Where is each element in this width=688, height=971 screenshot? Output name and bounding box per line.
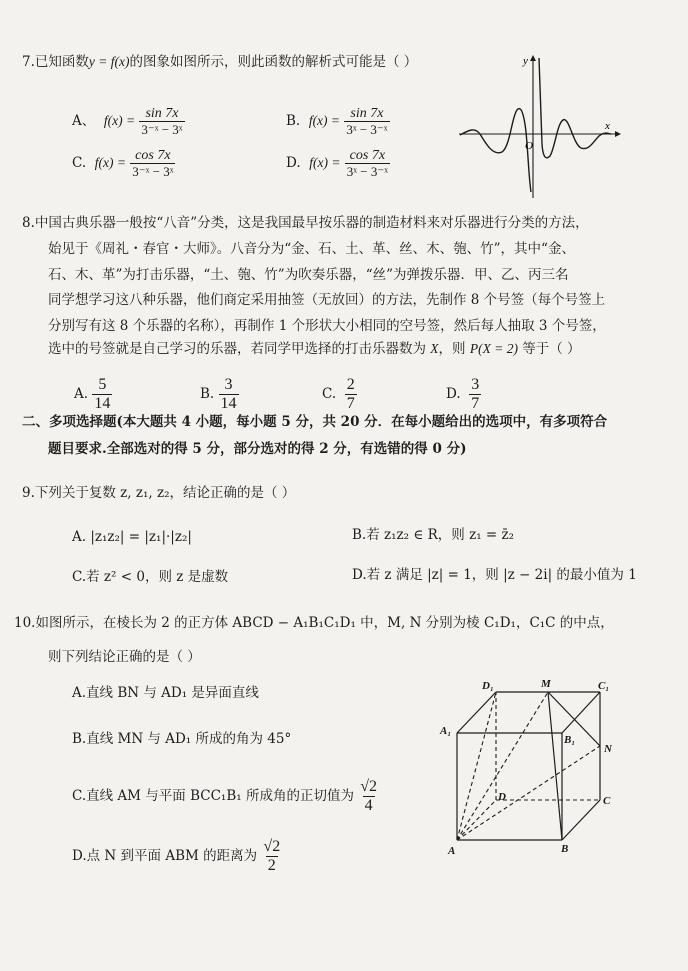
section-2-heading-line-2: 题目要求.全部选对的得 5 分，部分选对的得 2 分，有选错的得 0 分) (48, 441, 467, 457)
segment-a-n (457, 746, 600, 840)
q7-option-a: A、 f(x) = $\frac{\sin 7x}{\text{3⁻ˣ − 3ˣ}}$ (72, 106, 183, 137)
q8-option-c: C. $\frac{2}{7}$ (322, 376, 355, 412)
q7-stem (22, 53, 417, 71)
q10-cube-figure (430, 676, 630, 861)
y-axis-arrow (530, 55, 536, 61)
function-curve (460, 58, 611, 192)
q8-option-d: D. $\frac{3}{7}$ (446, 376, 480, 412)
vertex-label-d1: D₁ (482, 680, 494, 692)
q10-stem-line-1: 10.如图所示，在棱长为 2 的正方体 ABCD − A₁B₁C₁D₁ 中，M, N 分别为棱 C₁D₁，C₁C 的中点， (14, 615, 614, 631)
vertex-label-a: A (448, 845, 456, 857)
q7-option-c: C. f(x) = $\frac{\cos 7x}{\text{3⁻ˣ − 3ˣ}}$ (72, 148, 174, 179)
q7-option-d: D. f(x) = $\frac{\cos 7x}{\text{3ˣ − 3⁻ˣ}}$ (286, 148, 388, 179)
q10-stem-line-2: 则下列结论正确的是（ ） (48, 649, 201, 665)
q8-option-b: B. $\frac{3}{14}$ (200, 376, 237, 412)
q10-option-b: B.直线 MN 与 AD₁ 所成的角为 45° (72, 731, 292, 747)
x-axis-arrow (615, 131, 621, 137)
q8-line-4: 同学想学习这八种乐器，他们商定采用抽签（无放回）的方法，先制作 8 个号签（每个号签上 (48, 292, 606, 308)
edge-a1-d1 (457, 692, 496, 733)
q8-option-a: A. $\frac{5}{14}$ (74, 376, 111, 412)
q7-stem-func: y = f(x) (88, 54, 130, 69)
q10-option-d: D.点 N 到平面 ABM 的距离为 $\frac{√2}{2}$ (72, 838, 281, 874)
vertex-label-c1: C₁ (598, 680, 610, 692)
q10-option-c: C.直线 AM 与平面 BCC₁B₁ 所成角的正切值为 $\frac{√2}{4}$ (72, 778, 378, 814)
origin-label: O (525, 140, 533, 152)
q7-stem-prefix: 7.已知函数 (22, 54, 89, 70)
segment-a-m (457, 692, 548, 840)
vertex-label-c: C (603, 795, 611, 807)
vertex-label-a1: A₁ (440, 725, 452, 737)
q9-stem: 9.下列关于复数 z, z₁, z₂，结论正确的是（ ） (22, 485, 296, 501)
section-2-heading-line-1: 二、多项选择题(本大题共 4 小题，每小题 5 分，共 20 分．在每小题给出的选项中，有多项符合 (22, 414, 608, 430)
vertex-label-d: D (498, 791, 506, 803)
q7-function-graph (455, 52, 625, 202)
q8-line-6: 选中的号签就是自己学习的乐器，若同学甲选择的打击乐器数为 X，则 P(X = 2) 等于（ ） (48, 341, 581, 357)
q9-option-a: A. |z₁z₂| = |z₁|·|z₂| (72, 529, 192, 545)
hidden-edge-a-d (457, 800, 496, 840)
q9-option-b: B.若 z₁z₂ ∈ R，则 z₁ = z̄₂ (352, 527, 515, 543)
q7-stem-suffix: 的图象如图所示，则此函数的解析式可能是（ ） (129, 54, 418, 70)
q7-option-b: B. f(x) = $\frac{\sin 7x}{\text{3ˣ − 3⁻ˣ}}$ (286, 106, 388, 137)
y-axis-label: y (523, 55, 528, 67)
vertex-label-b1: B₁ (564, 734, 576, 746)
q8-line-2: 始见于《周礼・春官・大师》。八音分为“金、石、土、革、丝、木、匏、竹”，其中“金、 (48, 241, 575, 257)
segment-m-b (548, 692, 562, 840)
x-axis-label: x (605, 120, 610, 132)
q10-option-a: A.直线 BN 与 AD₁ 是异面直线 (72, 685, 259, 701)
vertex-label-m: M (541, 678, 551, 690)
q8-line-5: 分别写有这 8 个乐器的名称），再制作 1 个形状大小相同的空号签，然后每人抽取 3 个号签， (48, 318, 606, 334)
segment-a-d1 (457, 692, 496, 840)
q9-option-d: D.若 z 满足 |z| = 1，则 |z − 2i| 的最小值为 1 (352, 567, 637, 583)
q8-line-1: 8.中国古典乐器一般按“八音”分类，这是我国最早按乐器的制造材料来对乐器进行分类的方法， (22, 215, 589, 231)
q8-line-3: 石、木、革”为打击乐器，“土、匏、竹”为吹奏乐器，“丝”为弹拨乐器．甲、乙、丙三名 (48, 267, 569, 283)
edge-b-c (562, 800, 600, 840)
vertex-label-n: N (604, 743, 612, 755)
vertex-label-b: B (561, 843, 569, 855)
q9-option-c: C.若 z² < 0，则 z 是虚数 (72, 569, 229, 585)
